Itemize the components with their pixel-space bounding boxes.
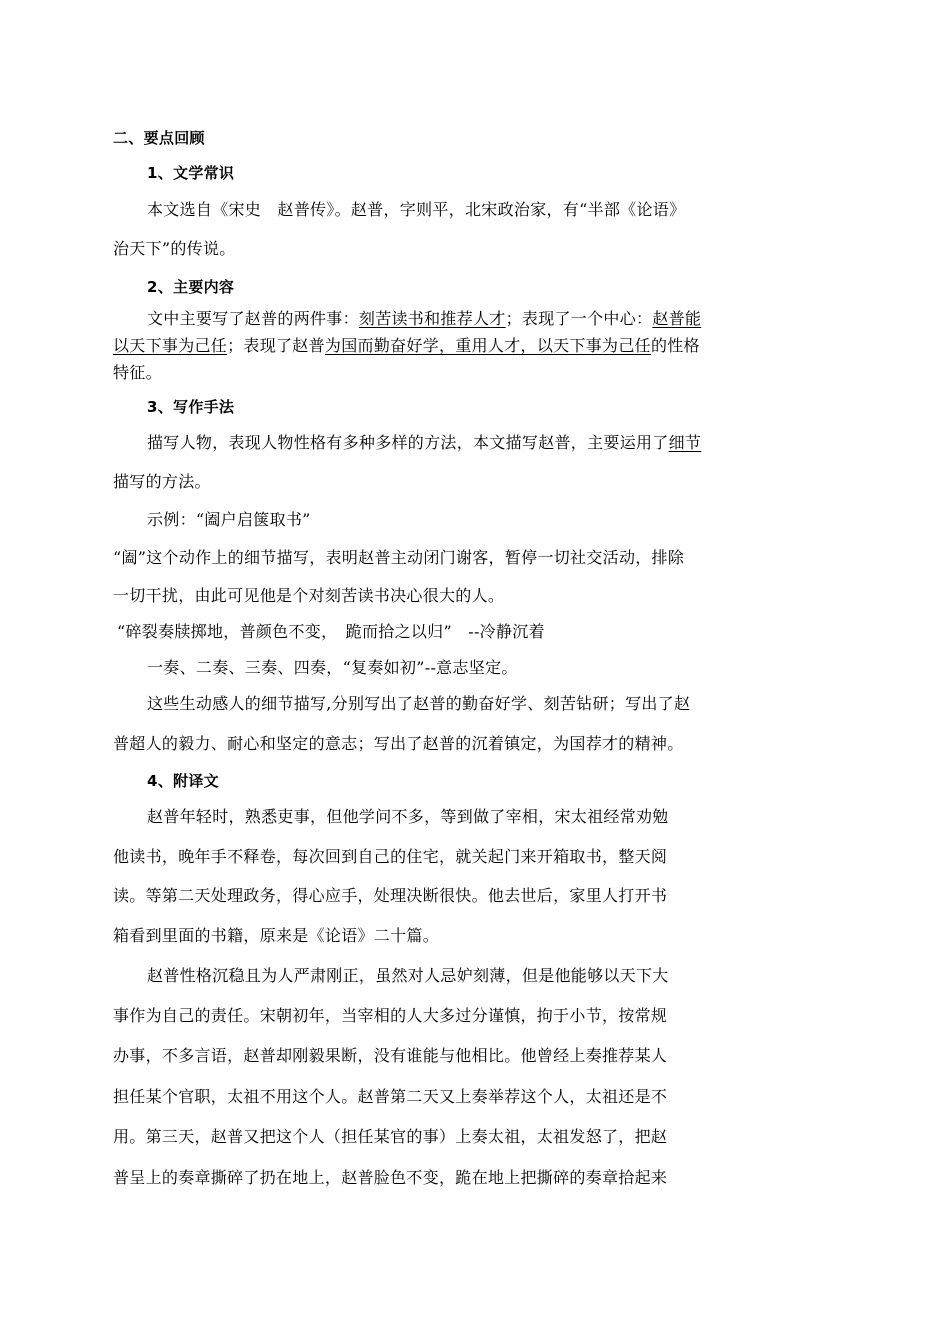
paragraph-line: 箱看到里面的书籍，原来是《论语》二十篇。 bbox=[113, 926, 440, 945]
underlined-text: 为国而勤奋好学，重用人才，以天下事为己任 bbox=[324, 336, 651, 355]
paragraph-line: 这些生动感人的细节描写,分别写出了赵普的勤奋好学、刻苦钻研；写出了赵 bbox=[147, 694, 691, 713]
paragraph-line: 本文选自《宋史 赵普传》。赵普，字则平，北宋政治家，有“半部《论语》 bbox=[147, 200, 686, 219]
underlined-text: 细节 bbox=[668, 433, 702, 452]
paragraph-line: 赵普年轻时，熟悉吏事，但他学问不多，等到做了宰相，宋太祖经常劝勉 bbox=[147, 807, 669, 826]
paragraph-line: “阖”这个动作上的细节描写，表明赵普主动闭门谢客，暂停一切社交活动，排除 bbox=[113, 548, 685, 567]
heading-writing-technique: 3、写作手法 bbox=[147, 398, 235, 416]
paragraph-line: 普超人的毅力、耐心和坚定的意志；写出了赵普的沉着镇定，为国荐才的精神。 bbox=[113, 734, 684, 753]
heading-literary-knowledge: 1、文学常识 bbox=[147, 164, 235, 182]
underlined-text: 刻苦读书和推荐人才 bbox=[358, 309, 506, 328]
underlined-text: 赵普能 bbox=[652, 309, 702, 328]
section-title: 二、要点回顾 bbox=[113, 129, 205, 147]
paragraph-line: 办事，不多言语，赵普却刚毅果断，没有谁能与他相比。他曾经上奏推荐某人 bbox=[113, 1046, 668, 1065]
text-run: 的性格 bbox=[650, 336, 700, 355]
quote-line: “碎裂奏牍掷地，普颜色不变， 跪而拾之以归” --冷静沉着 bbox=[117, 622, 545, 641]
paragraph-line bbox=[147, 432, 701, 454]
underlined-text: 以天下事为己任 bbox=[113, 336, 228, 355]
paragraph-line bbox=[147, 308, 701, 330]
paragraph-line: 描写的方法。 bbox=[113, 472, 211, 491]
quote-line: 一奏、二奏、三奏、四奏，“复奏如初”--意志坚定。 bbox=[147, 658, 518, 677]
text-run: 文中主要写了赵普的两件事： bbox=[147, 309, 359, 328]
paragraph-line: 赵普性格沉稳且为人严肃刚正，虽然对人忌妒刻薄，但是他能够以天下大 bbox=[147, 966, 669, 985]
paragraph-line: 普呈上的奏章撕碎了扔在地上，赵普脸色不变，跪在地上把撕碎的奏章拾起来 bbox=[113, 1168, 668, 1187]
paragraph-line: 用。第三天，赵普又把这个人（担任某官的事）上奏太祖，太祖发怒了，把赵 bbox=[113, 1127, 668, 1146]
paragraph-line: 担任某个官职，太祖不用这个人。赵普第二天又上奏举荐这个人，太祖还是不 bbox=[113, 1087, 668, 1106]
paragraph-line: 治天下”的传说。 bbox=[113, 239, 236, 258]
paragraph-line: 事作为自己的责任。宋朝初年，当宰相的人大多过分谨慎，拘于小节，按常规 bbox=[113, 1006, 668, 1025]
heading-main-content: 2、主要内容 bbox=[147, 278, 235, 296]
paragraph-line: 他读书，晚年手不释卷，每次回到自己的住宅，就关起门来开箱取书，整天阅 bbox=[113, 847, 668, 866]
paragraph-line: 一切干扰，由此可见他是个对刻苦读书决心很大的人。 bbox=[113, 586, 505, 605]
paragraph-line: 特征。 bbox=[113, 363, 162, 382]
heading-translation: 4、附译文 bbox=[147, 772, 219, 790]
paragraph-line bbox=[113, 335, 700, 357]
text-run: 描写人物，表现人物性格有多种多样的方法，本文描写赵普，主要运用了 bbox=[147, 433, 669, 452]
text-run: ；表现了赵普 bbox=[227, 336, 325, 355]
text-run: ；表现了一个中心： bbox=[505, 309, 653, 328]
paragraph-line: 读。等第二天处理政务，得心应手，处理决断很快。他去世后，家里人打开书 bbox=[113, 886, 668, 905]
example-line: 示例：“阖户启箧取书” bbox=[147, 510, 311, 529]
